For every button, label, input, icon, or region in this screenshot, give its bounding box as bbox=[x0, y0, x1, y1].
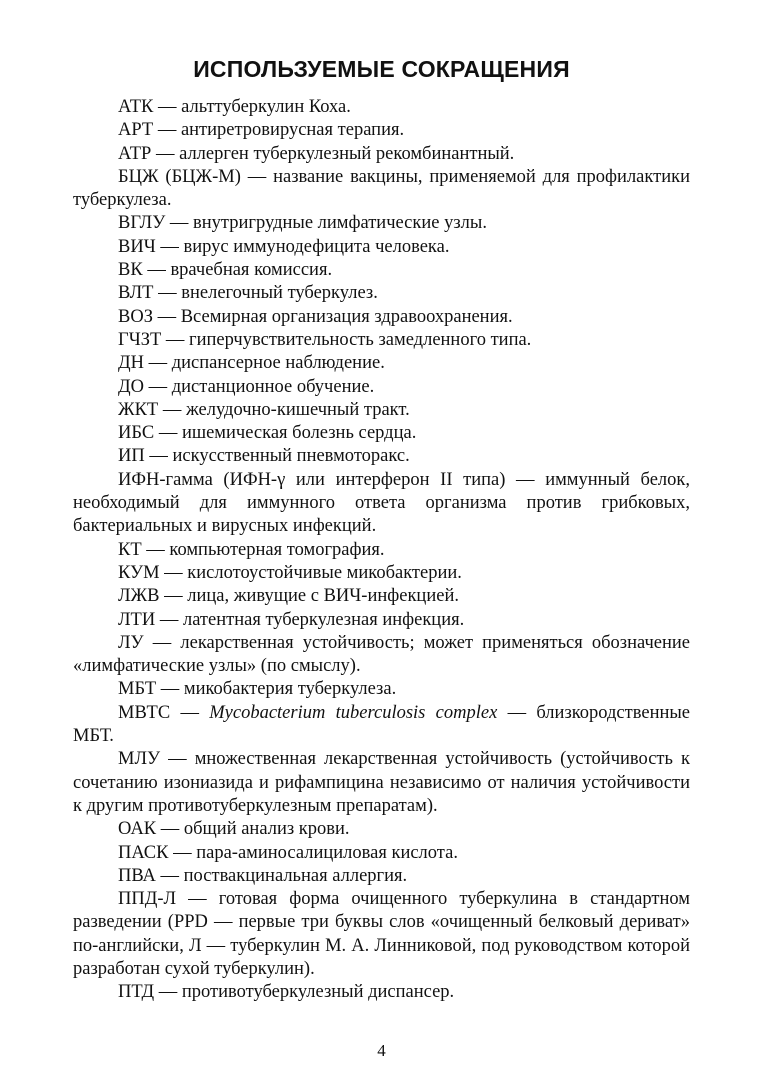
abbreviation-entry: ЛЖВ — лица, живущие с ВИЧ-инфекцией. bbox=[118, 586, 459, 607]
abbreviation: ДО bbox=[118, 376, 144, 397]
abbreviation-entry: МЛУ — множественная лекарственная устойчивость (устойчивость к сочетанию изониазида и рифампицина независимо от наличия устойчивости к другим противотуберкулезным препаратам). bbox=[73, 749, 690, 816]
definition: поствакцинальная аллергия. bbox=[183, 865, 408, 886]
abbreviation: ГЧЗТ bbox=[118, 329, 162, 350]
abbreviation-entry: БЦЖ (БЦЖ-М) — название вакцины, применяемой для профилактики туберкулеза. bbox=[73, 166, 690, 211]
definition: аллерген туберкулезный рекомбинантный. bbox=[179, 143, 515, 164]
abbreviation-entry: ПВА — поствакцинальная аллергия. bbox=[118, 865, 408, 886]
abbreviation: ПАСК bbox=[118, 842, 169, 863]
abbreviation-entry: ИП — искусственный пневмоторакс. bbox=[118, 446, 410, 467]
abbreviation: ИП bbox=[118, 446, 145, 467]
definition: иммунный белок, необходимый для иммунного ответа организма против грибковых, бактериальных и вирусных инфекций. bbox=[73, 469, 691, 537]
definition: название вакцины, применяемой для профилактики туберкулеза. bbox=[73, 166, 690, 211]
definition: противотуберкулезный диспансер. bbox=[181, 982, 455, 1003]
definition: Всемирная организация здравоохранения. bbox=[180, 306, 513, 327]
definition: общий анализ крови. bbox=[183, 819, 350, 840]
abbreviation-entry: МБТ — микобактерия туберкулеза. bbox=[118, 679, 397, 700]
definition: врачебная комиссия. bbox=[170, 260, 333, 281]
abbreviation: МЛУ bbox=[118, 749, 161, 770]
abbreviation: ОАК bbox=[118, 819, 157, 840]
definition: гиперчувствительность замедленного типа. bbox=[189, 329, 532, 350]
definition: латентная туберкулезная инфекция. bbox=[182, 609, 465, 630]
abbreviation-entry: КУМ — кислотоустойчивые микобактерии. bbox=[118, 562, 462, 583]
abbreviation-entry: АРТ — антиретровирусная терапия. bbox=[118, 120, 405, 141]
abbreviation-entry: МВТС — Mycobacterium tuberculosis complex — близкородственные МБТ. bbox=[73, 702, 691, 747]
abbreviation-entry: АТК — альттуберкулин Коха. bbox=[118, 97, 351, 117]
abbreviation-entry: ДО — дистанционное обучение. bbox=[118, 376, 375, 397]
abbreviation-entry: ЛУ — лекарственная устойчивость; может применяться обозначение «лимфатические узлы» (по смыслу). bbox=[73, 632, 690, 677]
definition: близкородственные МБТ. bbox=[73, 702, 691, 747]
abbreviation-entry: АТР — аллерген туберкулезный рекомбинантный. bbox=[118, 143, 515, 164]
abbreviation-entry: ГЧЗТ — гиперчувствительность замедленного типа. bbox=[118, 329, 532, 350]
abbreviation: ВК bbox=[118, 260, 143, 281]
definition: вирус иммунодефицита человека. bbox=[183, 236, 450, 257]
abbreviation: ДН bbox=[118, 353, 144, 374]
definition: множественная лекарственная устойчивость (устойчивость к сочетанию изониазида и рифампицина независимо от наличия устойчивости к другим противотуберкулезным препаратам). bbox=[73, 749, 690, 816]
abbreviation: ИФН-гамма (ИФН-γ или интерферон II типа) bbox=[118, 469, 506, 490]
abbreviation-entry: КТ — компьютерная томография. bbox=[118, 539, 385, 560]
abbreviation-entry: ВГЛУ — внутригрудные лимфатические узлы. bbox=[118, 213, 487, 234]
definition: кислотоустойчивые микобактерии. bbox=[187, 562, 462, 583]
definition: лица, живущие с ВИЧ-инфекцией. bbox=[187, 586, 459, 607]
definition: внутригрудные лимфатические узлы. bbox=[193, 213, 487, 234]
abbreviation-entry: ВОЗ — Всемирная организация здравоохранения. bbox=[118, 306, 513, 327]
abbreviation: ВОЗ bbox=[118, 306, 153, 327]
abbreviation: ВИЧ bbox=[118, 236, 156, 257]
abbreviation: ИБС bbox=[118, 423, 155, 444]
abbreviation-entry: ППД-Л — готовая форма очищенного туберкулина в стандартном разведении (PPD — первые три буквы слов «очищенный белковый дериват» по-английски, Л — туберкулин М. А. Линниковой, под руководством которой разработан сухой туберкулин). bbox=[73, 889, 690, 979]
abbreviation: ЛУ bbox=[118, 632, 144, 653]
definition: внелегочный туберкулез. bbox=[181, 283, 378, 304]
abbreviation-entry: ВК — врачебная комиссия. bbox=[118, 260, 333, 281]
definition: искусственный пневмоторакс. bbox=[172, 446, 410, 467]
abbreviation-list bbox=[73, 96, 690, 1005]
definition: альттуберкулин Коха. bbox=[181, 97, 351, 117]
abbreviation-entry: ВЛТ — внелегочный туберкулез. bbox=[118, 283, 378, 304]
abbreviation-entry: ЛТИ — латентная туберкулезная инфекция. bbox=[118, 609, 465, 630]
abbreviation: АТК bbox=[118, 97, 154, 117]
definition: готовая форма очищенного туберкулина в стандартном разведении (PPD — первые три буквы слов «очищенный белковый дериват» по-английски, Л — туберкулин М. А. Линниковой, под руководством которой разработан сухой туберкулин). bbox=[73, 889, 690, 979]
abbreviation-entry: ПАСК — пара-аминосалициловая кислота. bbox=[118, 842, 458, 863]
abbreviation-entry: ИФН-гамма (ИФН-γ или интерферон II типа) — иммунный белок, необходимый для иммунного ответа организма против грибковых, бактериальных и вирусных инфекций. bbox=[73, 469, 691, 537]
abbreviation: ЛЖВ bbox=[118, 586, 160, 607]
definition: ишемическая болезнь сердца. bbox=[181, 423, 417, 444]
abbreviation: АРТ bbox=[118, 120, 154, 141]
page-number: 4 bbox=[377, 1041, 386, 1060]
page-title: ИСПОЛЬЗУЕМЫЕ СОКРАЩЕНИЯ bbox=[193, 56, 570, 82]
abbreviation: КУМ bbox=[118, 562, 160, 583]
abbreviation: АТР bbox=[118, 143, 152, 164]
definition: дистанционное обучение. bbox=[171, 376, 375, 397]
abbreviation: ЛТИ bbox=[118, 609, 156, 630]
definition-latin-term: Mycobacterium tuberculosis complex bbox=[209, 702, 498, 723]
abbreviation-entry: ОАК — общий анализ крови. bbox=[118, 819, 350, 840]
definition: антиретровирусная терапия. bbox=[180, 120, 405, 141]
abbreviation: ВГЛУ bbox=[118, 213, 166, 234]
definition: диспансерное наблюдение. bbox=[171, 353, 385, 374]
abbreviation: ПВА bbox=[118, 865, 156, 886]
definition: лекарственная устойчивость; может применяться обозначение «лимфатические узлы» (по смыслу). bbox=[73, 632, 690, 677]
definition: пара-аминосалициловая кислота. bbox=[196, 842, 458, 863]
definition: компьютерная томография. bbox=[169, 539, 385, 560]
abbreviation-entry: ЖКТ — желудочно-кишечный тракт. bbox=[118, 399, 410, 420]
abbreviation-entry: ДН — диспансерное наблюдение. bbox=[118, 353, 385, 374]
abbreviation: ПТД bbox=[118, 982, 155, 1003]
abbreviation: КТ bbox=[118, 539, 142, 560]
abbreviation: ЖКТ bbox=[118, 399, 159, 420]
abbreviation: ВЛТ bbox=[118, 283, 154, 304]
abbreviation-entry: ПТД — противотуберкулезный диспансер. bbox=[118, 982, 455, 1003]
abbreviation-entry: ИБС — ишемическая болезнь сердца. bbox=[118, 423, 417, 444]
abbreviation-entry: ВИЧ — вирус иммунодефицита человека. bbox=[118, 236, 450, 257]
abbreviation: МБТ bbox=[118, 679, 157, 700]
abbreviation: ППД-Л bbox=[118, 889, 177, 910]
abbreviation: БЦЖ (БЦЖ-М) bbox=[118, 166, 241, 187]
definition: желудочно-кишечный тракт. bbox=[185, 399, 410, 420]
abbreviation: МВТС bbox=[118, 702, 171, 723]
definition: микобактерия туберкулеза. bbox=[183, 679, 397, 700]
